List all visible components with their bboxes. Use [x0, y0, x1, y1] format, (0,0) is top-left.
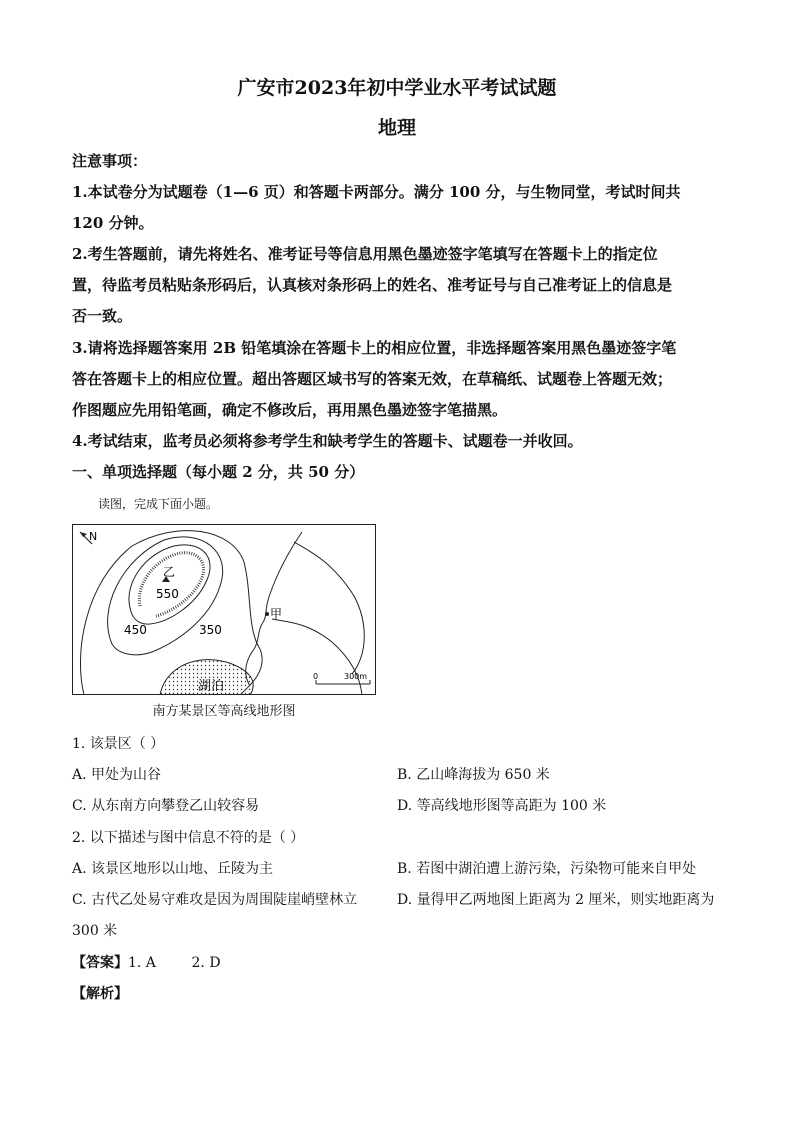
note-4: 4.考试结束，监考员必须将参考学生和缺考学生的答题卡、试题卷一并收回。 — [72, 432, 583, 450]
question-2-option-d: D. 量得甲乙两地图上距离为 2 厘米，则实地距离为 — [397, 892, 715, 908]
north-label: N — [89, 530, 98, 543]
contour-map — [72, 524, 376, 695]
analysis-label: 【解析】 — [72, 986, 128, 1002]
contour-label-350: 350 — [199, 623, 222, 637]
note-3-line-3: 作图题应先用铅笔画，确定不修改后，再用黑色墨迹签字笔描黑。 — [72, 401, 508, 419]
peak-label: 乙 — [163, 565, 176, 579]
note-1-line-2: 120 分钟。 — [72, 214, 154, 232]
scale-start-label: 0 — [313, 672, 319, 681]
question-1-option-c: C. 从东南方向攀登乙山较容易 — [72, 798, 260, 814]
question-1-stem: 1. 该景区（ ） — [72, 736, 165, 752]
note-2-line-3: 否一致。 — [72, 307, 133, 325]
answer-row — [72, 952, 221, 972]
village-label: 甲 — [270, 607, 283, 621]
note-3-line-2: 答在答题卡上的相应位置。超出答题区域书写的答案无效，在草稿纸、试题卷上答题无效； — [72, 370, 673, 388]
village-point-icon — [265, 612, 269, 616]
note-2-line-2: 置，待监考员粘贴条形码后，认真核对条形码上的姓名、准考证号与自己准考证上的信息是 — [72, 276, 673, 294]
map-caption: 南方某景区等高线地形图 — [152, 704, 296, 719]
subject-title: 地理 — [377, 117, 416, 139]
question-2-option-b: B. 若图中湖泊遭上游污染，污染物可能来自甲处 — [397, 861, 697, 877]
note-3-line-1: 3.请将选择题答案用 2B 铅笔填涂在答题卡上的相应位置，非选择题答案用黑色墨迹签字笔 — [72, 339, 677, 357]
question-1-option-d: D. 等高线地形图等高距为 100 米 — [397, 798, 607, 814]
scale-end-label: 300m — [344, 672, 368, 681]
contour-label-550: 550 — [156, 587, 179, 601]
notes-heading: 注意事项： — [72, 152, 148, 170]
question-2-stem: 2. 以下描述与图中信息不符的是（ ） — [72, 830, 305, 846]
question-1-option-a: A. 甲处为山谷 — [72, 767, 162, 783]
lake-label: 湖泊 — [198, 679, 225, 694]
section-intro: 读图，完成下面小题。 — [98, 497, 219, 511]
answer-label: 【答案】 — [72, 955, 128, 971]
question-2-option-a: A. 该景区地形以山地、丘陵为主 — [72, 861, 274, 877]
exam-title: 广安市2023年初中学业水平考试试题 — [237, 77, 557, 99]
question-2-option-c: C. 古代乙处易守难攻是因为周围陡崖峭壁林立 — [72, 892, 358, 908]
section-heading: 一、单项选择题（每小题 2 分，共 50 分） — [72, 463, 365, 481]
question-2-option-d-continued: 300 米 — [72, 923, 118, 939]
question-1-option-b: B. 乙山峰海拔为 650 米 — [397, 767, 550, 783]
note-2-line-1: 2.考生答题前，请先将姓名、准考证号等信息用黑色墨迹签字笔填写在答题卡上的指定位 — [72, 245, 658, 263]
note-1-line-1: 1.本试卷分为试题卷（1—6 页）和答题卡两部分。满分 100 分，与生物同堂，考试时间共 — [72, 183, 681, 201]
contour-label-450: 450 — [124, 623, 147, 637]
answer-text: 1. A 2. D — [128, 955, 221, 971]
